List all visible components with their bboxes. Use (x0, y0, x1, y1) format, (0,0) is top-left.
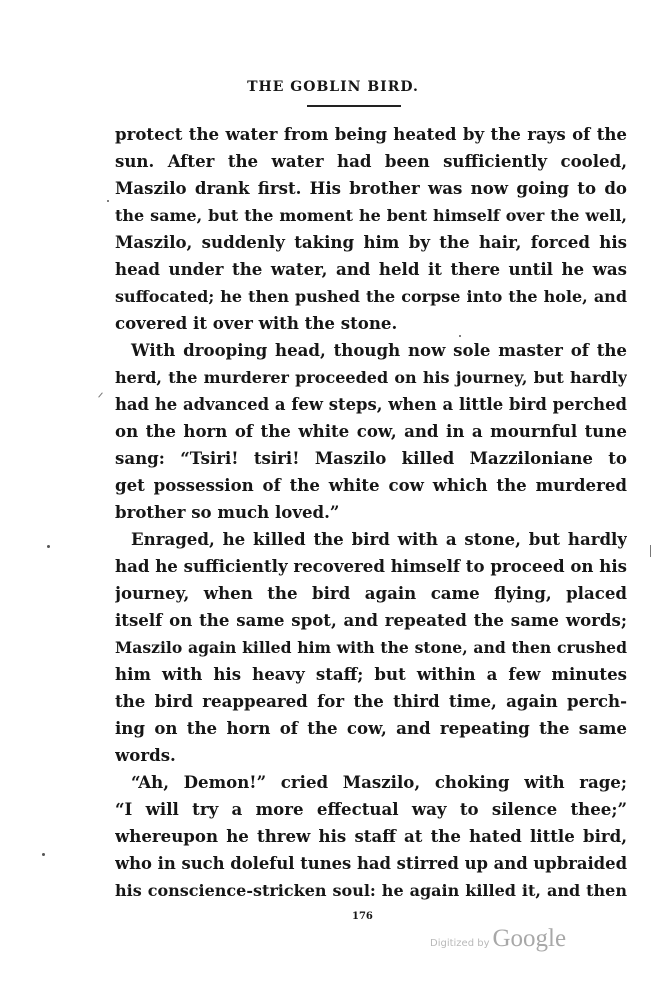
text-line: head under the water, and held it there until he was (115, 259, 627, 279)
text-line: Maszilo drank first. His brother was now going to do (115, 178, 627, 198)
text-line: him with his heavy staff; but within a few minutes (115, 664, 627, 684)
watermark-brand: Google (492, 925, 567, 952)
text-line: had he advanced a few steps, when a little bird perched (115, 395, 627, 414)
text-line: protect the water from being heated by the rays of the (115, 124, 627, 144)
text-line: the same, but the moment he bent himself over the well, (115, 206, 627, 225)
scan-mark (98, 392, 103, 397)
text-line: herd, the murderer proceeded on his journey, but hardly (115, 368, 627, 387)
text-line: sun. After the water had been sufficiently cooled, (115, 151, 627, 171)
head-rule (307, 105, 401, 107)
text-line: the bird reappeared for the third time, again perch- (115, 691, 627, 711)
scan-speck (459, 335, 461, 337)
text-line: suffocated; he then pushed the corpse into the hole, and (115, 287, 627, 306)
text-line: whereupon he threw his staff at the hated little bird, (115, 826, 627, 846)
scan-speck (42, 853, 45, 856)
text-line: who in such doleful tunes had stirred up and upbraided (115, 854, 627, 873)
scan-mark (650, 545, 651, 557)
text-line: “Ah, Demon!” cried Maszilo, choking with rage; (131, 772, 627, 792)
text-line: sang: “Tsiri! tsiri! Maszilo killed Mazziloniane to (115, 448, 627, 468)
text-line: covered it over with the stone. (115, 313, 398, 333)
text-line: get possession of the white cow which the murdered (115, 475, 627, 495)
running-head: THE GOBLIN BIRD. (247, 79, 419, 95)
text-line: on the horn of the white cow, and in a mournful tune (115, 421, 627, 441)
digitized-watermark (430, 925, 566, 955)
text-line: his conscience-stricken soul: he again killed it, and then (115, 881, 627, 900)
text-line: journey, when the bird again came flying, placed (115, 583, 627, 603)
text-line: Maszilo, suddenly taking him by the hair, forced his (115, 232, 627, 252)
text-line: ing on the horn of the cow, and repeating the same (115, 718, 627, 738)
page-number: 176 (352, 911, 373, 922)
text-line: “I will try a more effectual way to silence thee;” (115, 799, 627, 819)
body-text (115, 121, 627, 904)
text-line: Enraged, he killed the bird with a stone, but hardly (131, 529, 627, 549)
text-line: had he sufficiently recovered himself to proceed on his (115, 556, 627, 576)
watermark-prefix: Digitized by (430, 938, 490, 949)
text-line: With drooping head, though now sole master of the (131, 340, 627, 360)
scan-speck (107, 200, 109, 202)
scan-speck (47, 545, 50, 548)
text-line: words. (115, 745, 176, 765)
text-line: Maszilo again killed him with the stone, and then crushed (115, 638, 627, 657)
text-line: brother so much loved.” (115, 502, 340, 522)
text-line: itself on the same spot, and repeated the same words; (115, 610, 627, 630)
